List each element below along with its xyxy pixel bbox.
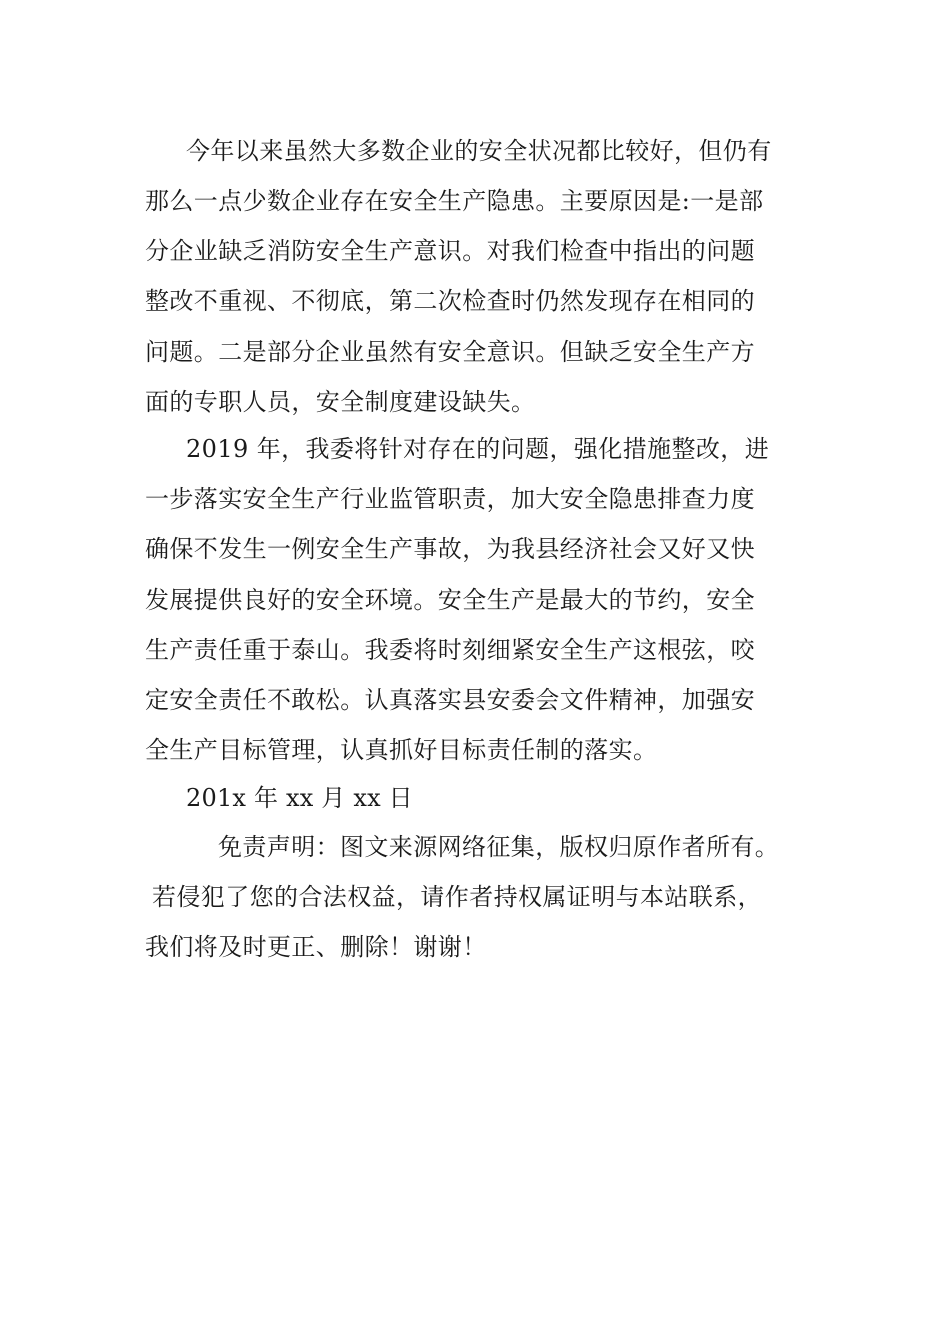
paragraph2-line-5: 生产责任重于泰山。我委将时刻细紧安全生产这根弦，咬 (145, 636, 755, 664)
paragraph1-line-4: 整改不重视、不彻底，第二次检查时仍然发现存在相同的 (145, 287, 755, 315)
paragraph2-line-6: 定安全责任不敢松。认真落实县安委会文件精神，加强安 (145, 686, 755, 714)
paragraph1-line-3: 分企业缺乏消防安全生产意识。对我们检查中指出的问题 (145, 237, 755, 265)
paragraph2-line-2: 一步落实安全生产行业监管职责，加大安全隐患排查力度 (145, 485, 755, 513)
paragraph2-line-7: 全生产目标管理，认真抓好目标责任制的落实。 (145, 736, 658, 764)
paragraph2-line-3: 确保不发生一例安全生产事故，为我县经济社会又好又快 (145, 535, 755, 563)
disclaimer-line-1: 免责声明：图文来源网络征集，版权归原作者所有。 (218, 833, 780, 861)
paragraph1-line-2: 那么一点少数企业存在安全生产隐患。主要原因是:一是部 (145, 187, 764, 215)
paragraph1-line-1: 今年以来虽然大多数企业的安全状况都比较好，但仍有 (186, 137, 772, 165)
paragraph1-line-5: 问题。二是部分企业虽然有安全意识。但缺乏安全生产方 (145, 338, 755, 366)
disclaimer-line-2: 若侵犯了您的合法权益，请作者持权属证明与本站联系， (152, 883, 762, 911)
paragraph2-line-4: 发展提供良好的安全环境。安全生产是最大的节约，安全 (145, 586, 755, 614)
paragraph2-line-1: 2019 年，我委将针对存在的问题，强化措施整改，进 (186, 435, 770, 463)
paragraph1-line-6: 面的专职人员，安全制度建设缺失。 (145, 388, 536, 416)
document-date: 201x 年 xx 月 xx 日 (186, 784, 413, 812)
disclaimer-line-3: 我们将及时更正、删除！谢谢！ (145, 933, 487, 961)
